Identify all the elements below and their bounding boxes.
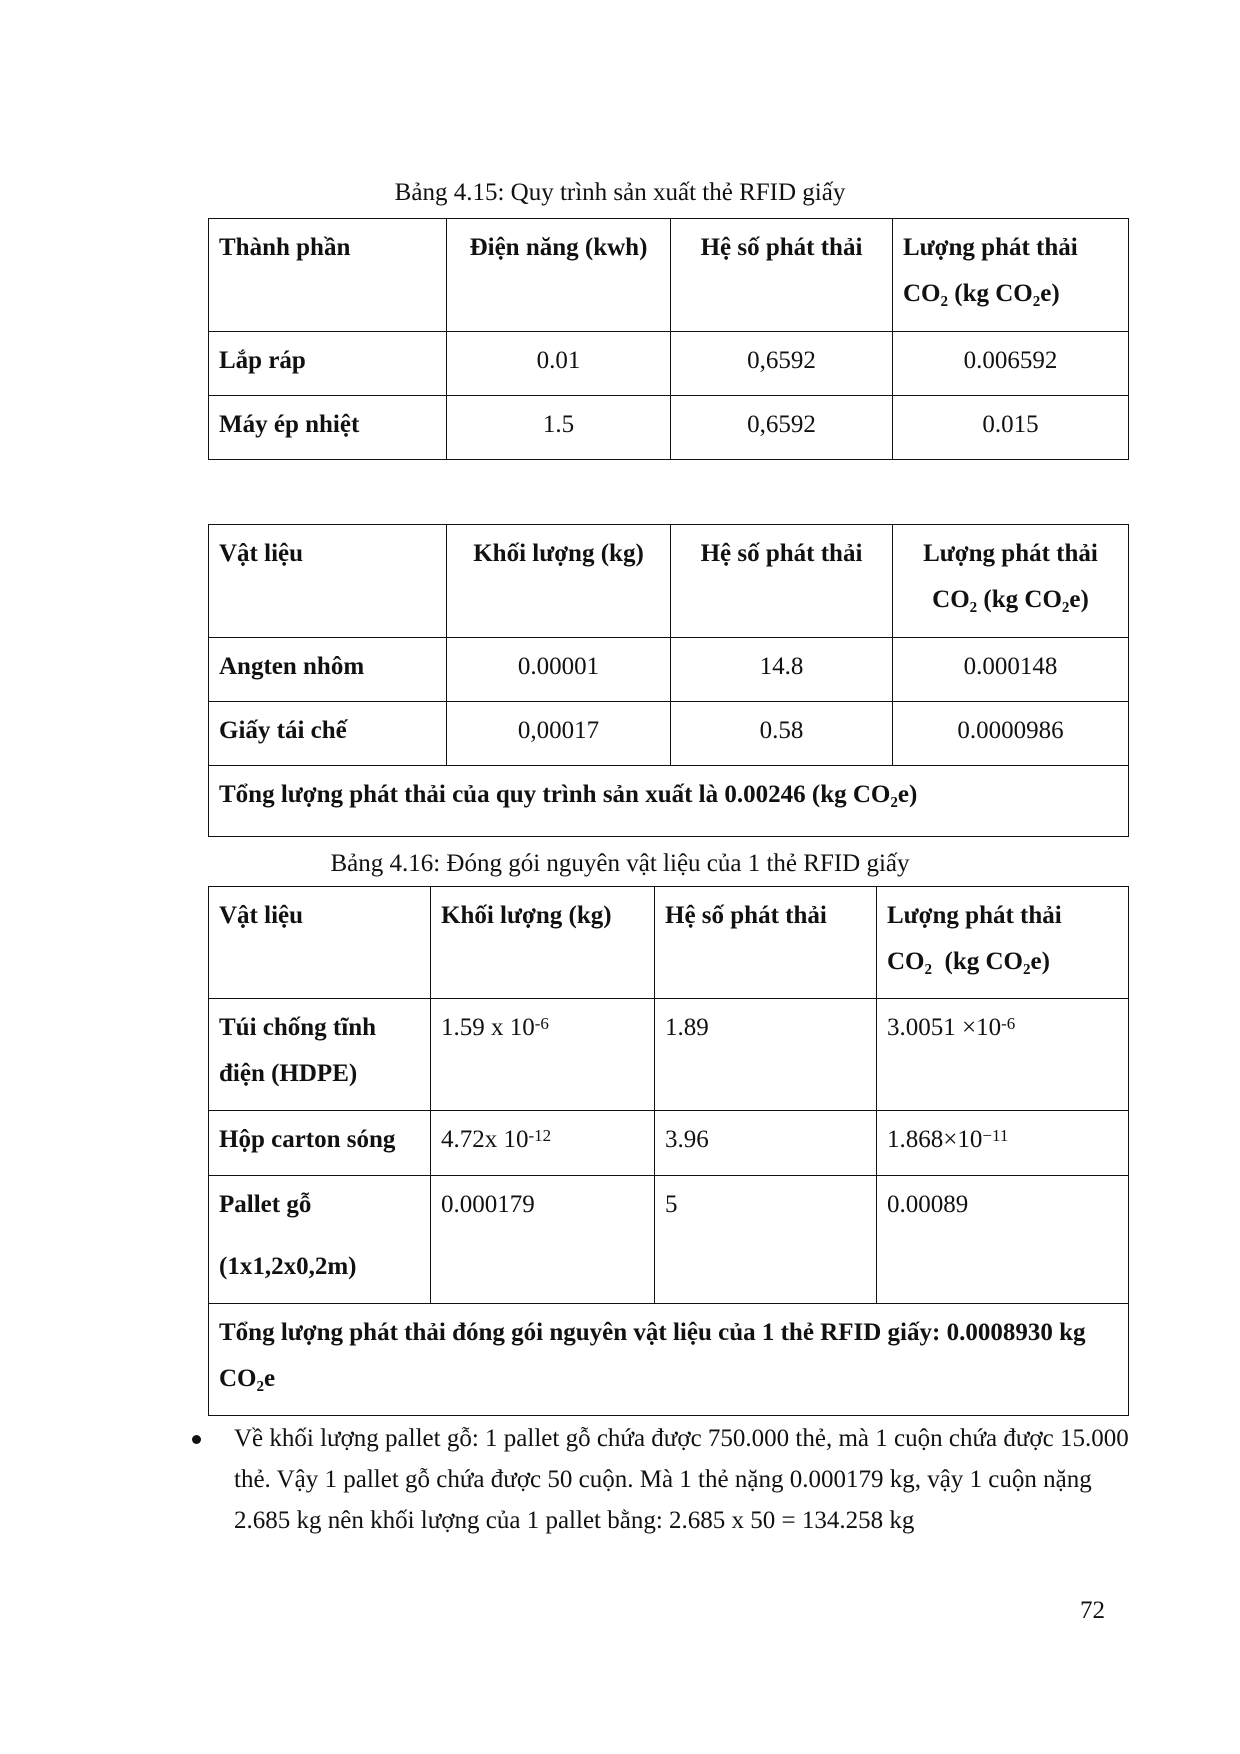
table-cell: 0.015 — [893, 396, 1129, 460]
table-row — [209, 999, 1129, 1111]
table-cell — [877, 999, 1129, 1111]
page-number: 72 — [1080, 1597, 1105, 1624]
bullet-item — [196, 1418, 1136, 1541]
cell-line: (1x1,2x0,2m) — [219, 1253, 357, 1280]
table-cell: 14.8 — [671, 638, 893, 702]
table-row — [209, 638, 1129, 702]
total-line: Tổng lượng phát thải đóng gói nguyên vật liệu của 1 thẻ RFID giấy: 0.0008930 kg — [219, 1319, 1086, 1346]
mass-value: 4.72x 10 — [441, 1126, 529, 1153]
cell-line: điện (HDPE) — [219, 1060, 358, 1087]
table-cell: 5 — [655, 1176, 877, 1304]
table-cell: 0.00001 — [447, 638, 671, 702]
table-cell: Angten nhôm — [209, 638, 447, 702]
header-line: Lượng phát thải — [903, 234, 1078, 261]
table-cell: 0,6592 — [671, 332, 893, 396]
mass-exponent: -12 — [528, 1126, 552, 1145]
header-cell: Điện năng (kwh) — [447, 219, 671, 332]
header-cell: Khối lượng (kg) — [447, 525, 671, 638]
header-cell — [893, 525, 1129, 638]
table-cell — [877, 1111, 1129, 1176]
header-cell: Hệ số phát thải — [655, 887, 877, 999]
header-line: Lượng phát thải — [887, 902, 1062, 929]
mass-exponent: -6 — [534, 1014, 549, 1033]
table-row — [209, 396, 1129, 460]
table-cell: Giấy tái chế — [209, 702, 447, 766]
table-cell: 0.01 — [447, 332, 671, 396]
bullet-text: Về khối lượng pallet gỗ: 1 pallet gỗ chứa được 750.000 thẻ, mà 1 cuộn chứa được 15.000 thẻ. Vậy 1 pallet gỗ chứa được 50 cuộn. Mà 1 thẻ nặng 0.000179 kg, vậy 1 cuộn nặng 2.685 kg nên khối lượng của 1 pallet bằng: 2.685 x 50 = 134.258 kg — [234, 1425, 1129, 1534]
header-line: CO₂ (kg CO₂e) — [932, 586, 1089, 613]
table-cell: 0.000148 — [893, 638, 1129, 702]
header-cell: Khối lượng (kg) — [431, 887, 655, 999]
table-4-16 — [208, 886, 1129, 1416]
table-cell: Lắp ráp — [209, 332, 447, 396]
table-cell — [431, 1111, 655, 1176]
table-4-15-caption: Bảng 4.15: Quy trình sản xuất thẻ RFID giấy — [394, 179, 846, 206]
header-cell — [893, 219, 1129, 332]
table-cell: Máy ép nhiệt — [209, 396, 447, 460]
table-cell: 0,6592 — [671, 396, 893, 460]
total-line: CO₂e — [219, 1365, 276, 1392]
header-cell: Thành phần — [209, 219, 447, 332]
bullet-dot-icon — [192, 1435, 201, 1444]
table-header-row — [209, 887, 1129, 999]
header-cell: Hệ số phát thải — [671, 525, 893, 638]
table-cell: 0.006592 — [893, 332, 1129, 396]
table-total-row — [209, 1304, 1129, 1416]
table-cell: 0.00089 — [877, 1176, 1129, 1304]
table-cell: 1.5 — [447, 396, 671, 460]
header-cell: Hệ số phát thải — [671, 219, 893, 332]
table-4-16-caption: Bảng 4.16: Đóng gói nguyên vật liệu của 1 thẻ RFID giấy — [330, 850, 910, 877]
table-cell: 3.96 — [655, 1111, 877, 1176]
cell-line: Túi chống tĩnh — [219, 1014, 377, 1041]
emission-value: 1.868×10 — [887, 1126, 983, 1153]
header-line: Lượng phát thải — [923, 540, 1098, 567]
header-line: CO₂ (kg CO₂e) — [887, 948, 1050, 975]
emission-value: 3.0051 ×10 — [887, 1014, 1002, 1041]
materials-table — [208, 524, 1129, 837]
table-cell — [431, 999, 655, 1111]
table-total-row — [209, 766, 1129, 837]
emission-exponent: −11 — [982, 1126, 1009, 1145]
table-row — [209, 702, 1129, 766]
table-cell: 0.58 — [671, 702, 893, 766]
table-cell: Hộp carton sóng — [209, 1111, 431, 1176]
table-cell: 0.000179 — [431, 1176, 655, 1304]
table-cell: 0.0000986 — [893, 702, 1129, 766]
header-cell: Vật liệu — [209, 887, 431, 999]
table-row — [209, 1111, 1129, 1176]
table-header-row — [209, 219, 1129, 332]
table-cell — [209, 1176, 431, 1304]
table-cell — [209, 999, 431, 1111]
table-header-row — [209, 525, 1129, 638]
cell-line: Pallet gỗ — [219, 1191, 312, 1218]
emission-exponent: -6 — [1001, 1014, 1016, 1033]
table-cell: 0,00017 — [447, 702, 671, 766]
table-row — [209, 1176, 1129, 1304]
table-4-15 — [208, 218, 1129, 460]
header-cell: Vật liệu — [209, 525, 447, 638]
header-line: CO₂ (kg CO₂e) — [903, 280, 1060, 307]
total-cell — [209, 1304, 1129, 1416]
total-cell: Tổng lượng phát thải của quy trình sản xuất là 0.00246 (kg CO₂e) — [209, 766, 1129, 837]
table-cell: 1.89 — [655, 999, 877, 1111]
header-cell — [877, 887, 1129, 999]
table-row — [209, 332, 1129, 396]
mass-value: 1.59 x 10 — [441, 1014, 535, 1041]
